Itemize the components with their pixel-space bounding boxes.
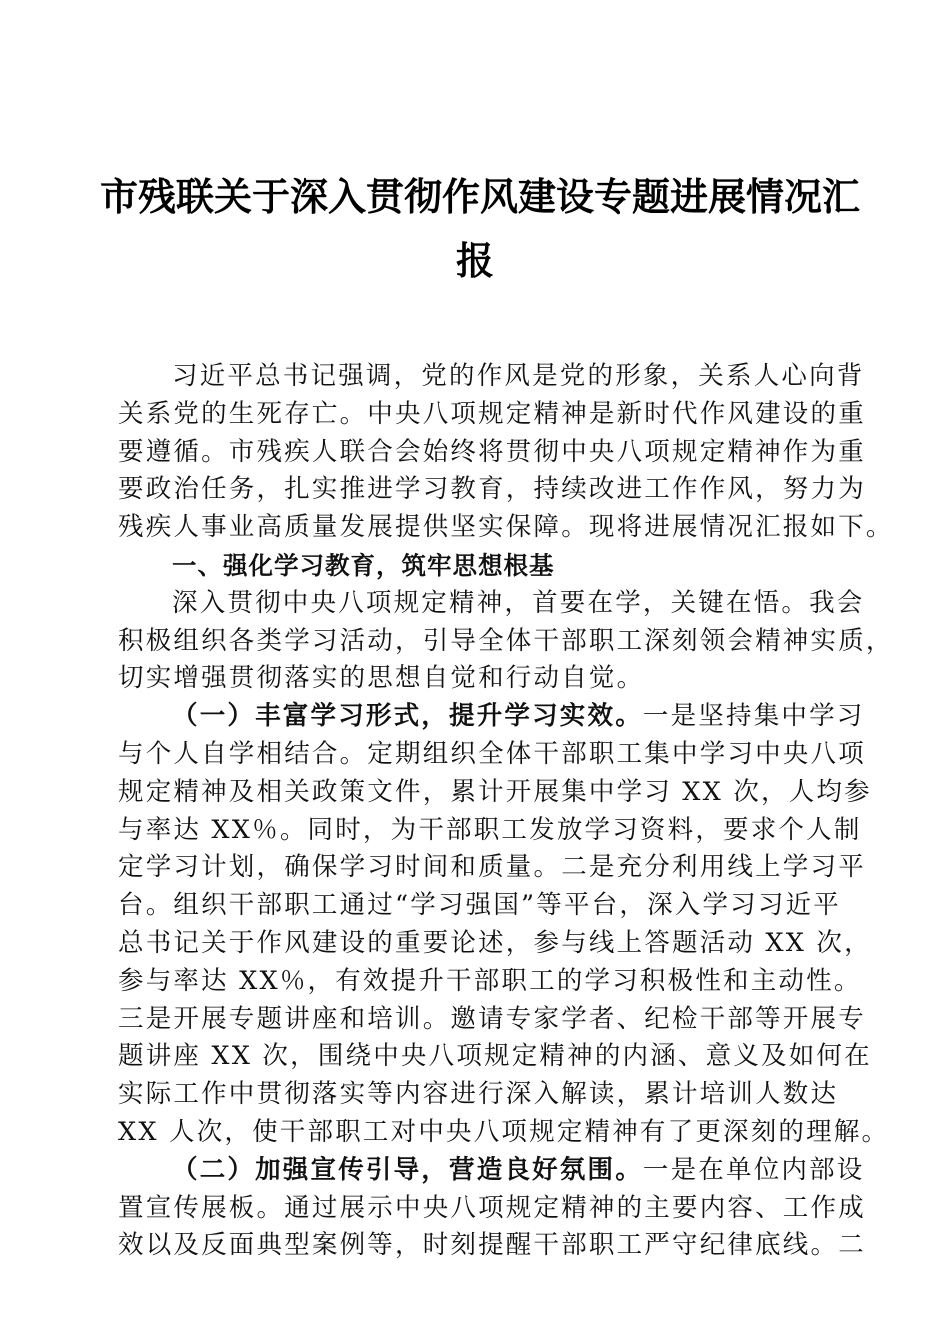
text-line: 深入贯彻中央八项规定精神，首要在学，关键在悟。我会 bbox=[172, 587, 865, 618]
text-line: 三是开展专题讲座和培训。邀请专家学者、纪检干部等开展专 bbox=[118, 1003, 866, 1034]
text-line: 定学习计划，确保学习时间和质量。二是充分利用线上学习平 bbox=[118, 852, 866, 883]
document-title-line-2: 报 bbox=[455, 238, 494, 283]
text-line: 总书记关于作风建设的重要论述，参与线上答题活动 XX 次， bbox=[118, 927, 872, 958]
subsection-1-lead: （一）丰富学习形式，提升学习实效。 bbox=[172, 701, 643, 732]
text-line: 实际工作中贯彻落实等内容进行深入解读，累计培训人数达 bbox=[118, 1079, 839, 1110]
text-line: 与个人自学相结合。定期组织全体干部职工集中学习中央八项 bbox=[118, 738, 866, 769]
text-line bbox=[118, 698, 865, 736]
section-paragraph bbox=[118, 585, 894, 698]
text-line: 与率达 XX％。同时，为干部职工发放学习资料，要求个人制 bbox=[118, 814, 862, 845]
document-title-line-1: 市残联关于深入贯彻作风建设专题进展情况汇 bbox=[100, 174, 861, 219]
text-line: 切实增强贯彻落实的思想自觉和行动自觉。 bbox=[118, 663, 645, 694]
text-line: 置宣传展板。通过展示中央八项规定精神的主要内容、工作成 bbox=[118, 1192, 866, 1223]
text-line: 习近平总书记强调，党的作风是党的形象，关系人心向背 bbox=[172, 361, 865, 391]
text-line: 题讲座 XX 次，围绕中央八项规定精神的内涵、意义及如何在 bbox=[118, 1041, 872, 1072]
intro-paragraph bbox=[118, 358, 894, 547]
section-heading-text: 一、强化学习教育，筑牢思想根基 bbox=[172, 550, 555, 580]
subsection-2-lead: （二）加强宣传引导，营造良好氛围。 bbox=[172, 1154, 643, 1185]
text-line: 参与率达 XX％，有效提升干部职工的学习积极性和主动性。 bbox=[118, 965, 862, 996]
text-line: 效以及反面典型案例等，时刻提醒干部职工严守纪律底线。二 bbox=[118, 1230, 866, 1261]
text-fragment: 一是在单位内部设 bbox=[642, 1154, 865, 1185]
section-heading bbox=[118, 547, 832, 585]
text-line: 积极组织各类学习活动，引导全体干部职工深刻领会精神实质， bbox=[118, 625, 894, 656]
text-line bbox=[118, 1152, 865, 1190]
text-fragment: 一是坚持集中学习 bbox=[642, 701, 865, 732]
text-line: 台。组织干部职工通过“学习强国”等平台，深入学习习近平 bbox=[118, 890, 841, 921]
text-line: 要政治任务，扎实推进学习教育，持续改进工作作风，努力为 bbox=[118, 474, 866, 505]
text-line: 规定精神及相关政策文件，累计开展集中学习 XX 次，人均参 bbox=[118, 776, 872, 807]
text-line: 关系党的生死存亡。中央八项规定精神是新时代作风建设的重 bbox=[118, 398, 866, 429]
text-line: 要遵循。市残疾人联合会始终将贯彻中央八项规定精神作为重 bbox=[118, 436, 866, 467]
text-line: 残疾人事业高质量发展提供坚实保障。现将进展情况汇报如下。 bbox=[118, 512, 894, 543]
subsection-2-paragraph bbox=[118, 1152, 866, 1265]
text-line: XX 人次，使干部职工对中央八项规定精神有了更深刻的理解。 bbox=[118, 1116, 890, 1147]
document-body bbox=[118, 358, 894, 1265]
subsection-1-paragraph bbox=[118, 698, 890, 1152]
